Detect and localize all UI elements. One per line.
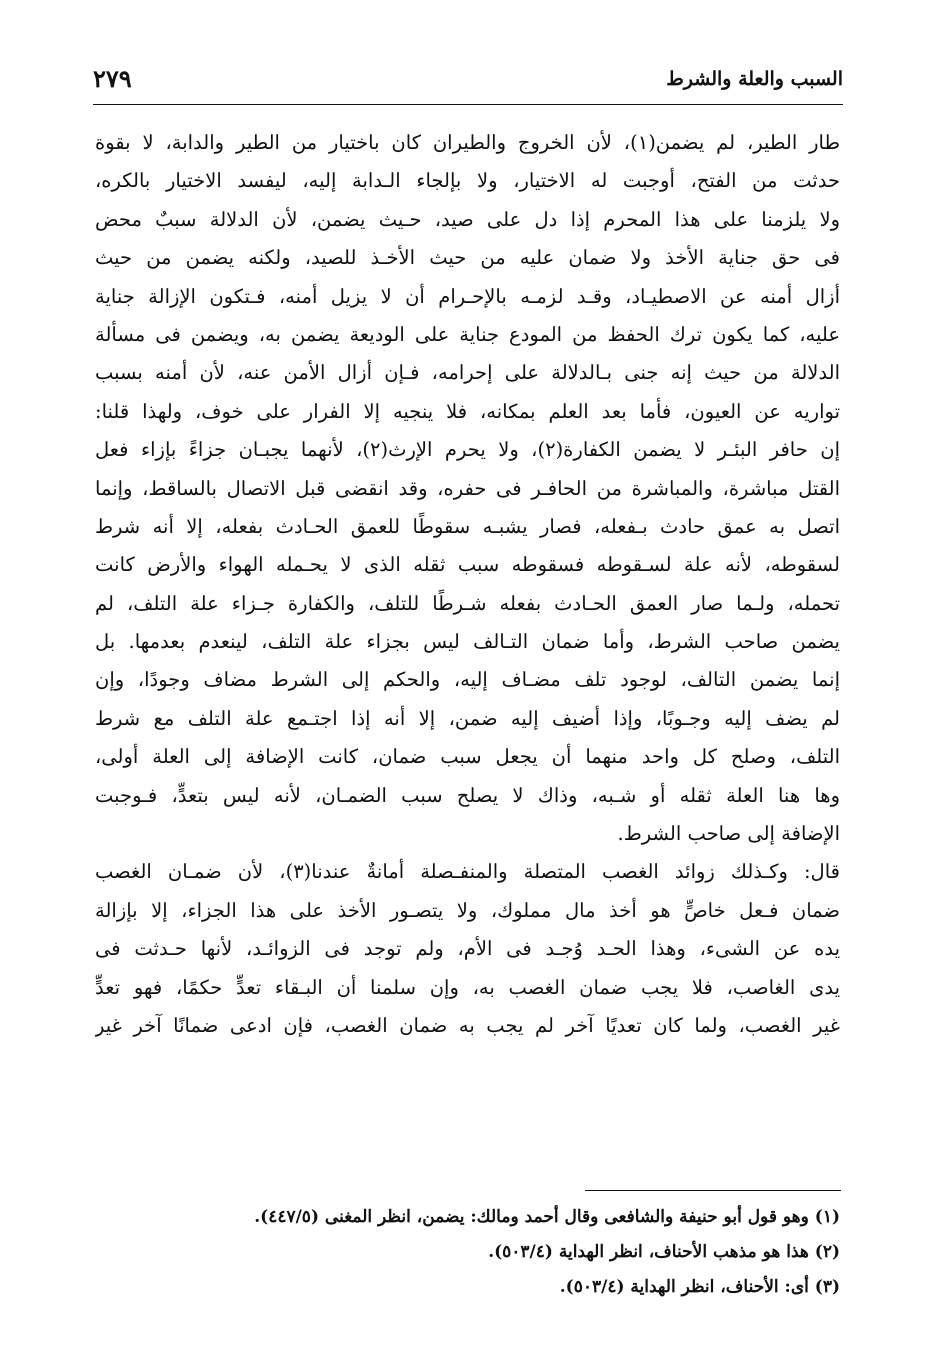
header-rule <box>93 104 843 105</box>
text-line: عليه، كما يكون ترك الحفظ من المودع جناية على الوديعة يضمن به، ويضمن فى مسألة <box>95 322 840 346</box>
text-line: الإضافة إلى صاحب الشرط. <box>617 822 840 846</box>
footnotes <box>95 1200 840 1305</box>
text-line: تحمله، ولـما صار العمق الحـادث بفعله شـرطًا للتلف، والكفارة جـزاء علة التلف، لم <box>95 591 840 615</box>
text-line: التلف، وصلح كل واحد منهما أن يجعل سبب ضمان، كانت الإضافة إلى العلة أولى، <box>95 745 840 769</box>
text-line: وها هنا العلة ثقله أو شـبه، وذاك لا يصلح سبب الضمـان، لأنه ليس بتعدٍّ، فـوجبت <box>95 783 840 807</box>
footnote-rule <box>585 1190 841 1191</box>
page-header <box>93 60 843 100</box>
text-line: لسقوطه، لأنه علة لسـقوطه فسقوطه سبب ثقله الذى لا يحـمله الهواء والأرض كانت <box>95 553 840 577</box>
text-line: فى حق جناية الأخذ ولا ضمان عليه من حيث الأخـذ للصيد، ولكنه يضمن من حيث <box>95 246 840 270</box>
text-line: إن حافر البئـر لا يضمن الكفارة(٢)، ولا يحرم الإرث(٢)، لأنهما يجبـان جزاءً بإزاء فعل <box>95 438 840 462</box>
running-title: السبب والعلة والشرط <box>666 68 843 90</box>
text-line: يدى الغاصب، فلا يجب ضمان الغصب به، وإن سلمنا أن البـقاء تعدٍّ حكمًا، فهو تعدٍّ <box>95 975 840 999</box>
text-line: أزال أمنه عن الاصطيـاد، وقـد لزمـه بالإحـرام أن لا يزيل أمنه، فـتكون الإزالة جناية <box>95 284 840 308</box>
text-line: الدلالة من حيث إنه جنى بـالدلالة على إحرامه، فـإن أزال الأمن عنه، لأن أمنه بسبب <box>95 361 840 385</box>
text-line: طار الطير، لم يضمن(١)، لأن الخروج والطيران كان باختيار من الطير والدابة، لا بقوة <box>95 131 840 154</box>
text-line: لم يضف إليه وجـوبًا، وإذا أضيف إليه ضمن، إلا أنه إذا اجتـمع علة التلف مع شرط <box>95 706 840 730</box>
text-line: يده عن الشىء، وهذا الحـد وُجـد فى الأم، ولم توجد فى الزوائـد، لأنها حـدثت فى <box>95 937 840 961</box>
footnote: (٢) هذا هو مذهب الأحناف، انظر الهداية (٥٠٣/٤). <box>488 1242 840 1262</box>
footnote: (١) وهو قول أبو حنيفة والشافعى وقال أحمد ومالك: يضمن، انظر المغنى (٤٤٧/٥). <box>254 1207 840 1227</box>
text-line: قال: وكـذلك زوائد الغصب المتصلة والمنفـصلة أمانةٌ عندنا(٣)، لأن ضمـان الغصب <box>95 860 840 884</box>
text-line: اتصل به عمق حادث بـفعله، فصار يشبـه سقوطًا للعمق الحـادث بفعله، إلا أنه شرط <box>95 514 840 538</box>
text-line: ضمان فـعل خاصٍّ هو أخذ مال مملوك، ولا يتصـور الأخذ على هذا الجزاء، إلا بإزالة <box>95 898 840 922</box>
text-line: ولا يلزمنا على هذا المحرم إذا دل على صيد، حـيث يضمن، لأن الدلالة سببٌ محض <box>95 207 840 231</box>
footnote: (٣) أى: الأحناف، انظر الهداية (٥٠٣/٤). <box>559 1277 840 1297</box>
text-line: حدثت من الفتح، أوجبت له الاختيار، ولا بإلجاء الـدابة إليه، ليفسد الاختيار بالكره، <box>95 169 840 193</box>
text-line: تواريه عن العيون، فأما بعد العلم بمكانه، فلا ينجيه إلا الفرار على خوف، ولهذا قلنا: <box>95 399 840 423</box>
text-line: القتل مباشرة، والمباشرة من الحافـر فى حفره، وقد انقضى قبل الاتصال بالساقط، وإنما <box>95 476 840 500</box>
main-text <box>95 124 840 1045</box>
text-line: إنما يضمن التالف، لوجود تلف مضـاف إليه، والحكم إلى الشرط مضاف وجودًا، وإن <box>95 668 840 692</box>
text-line: يضمن صاحب الشرط، وأما ضمان التـالف ليس بجزاء علة التلف، لينعدم بعدمها. بل <box>95 630 840 654</box>
page-number: ٢٧٩ <box>93 64 132 93</box>
text-line: غير الغصب، ولما كان تعديًا آخر لم يجب به ضمان الغصب، فإن ادعى ضمانًا آخر غير <box>95 1013 840 1037</box>
